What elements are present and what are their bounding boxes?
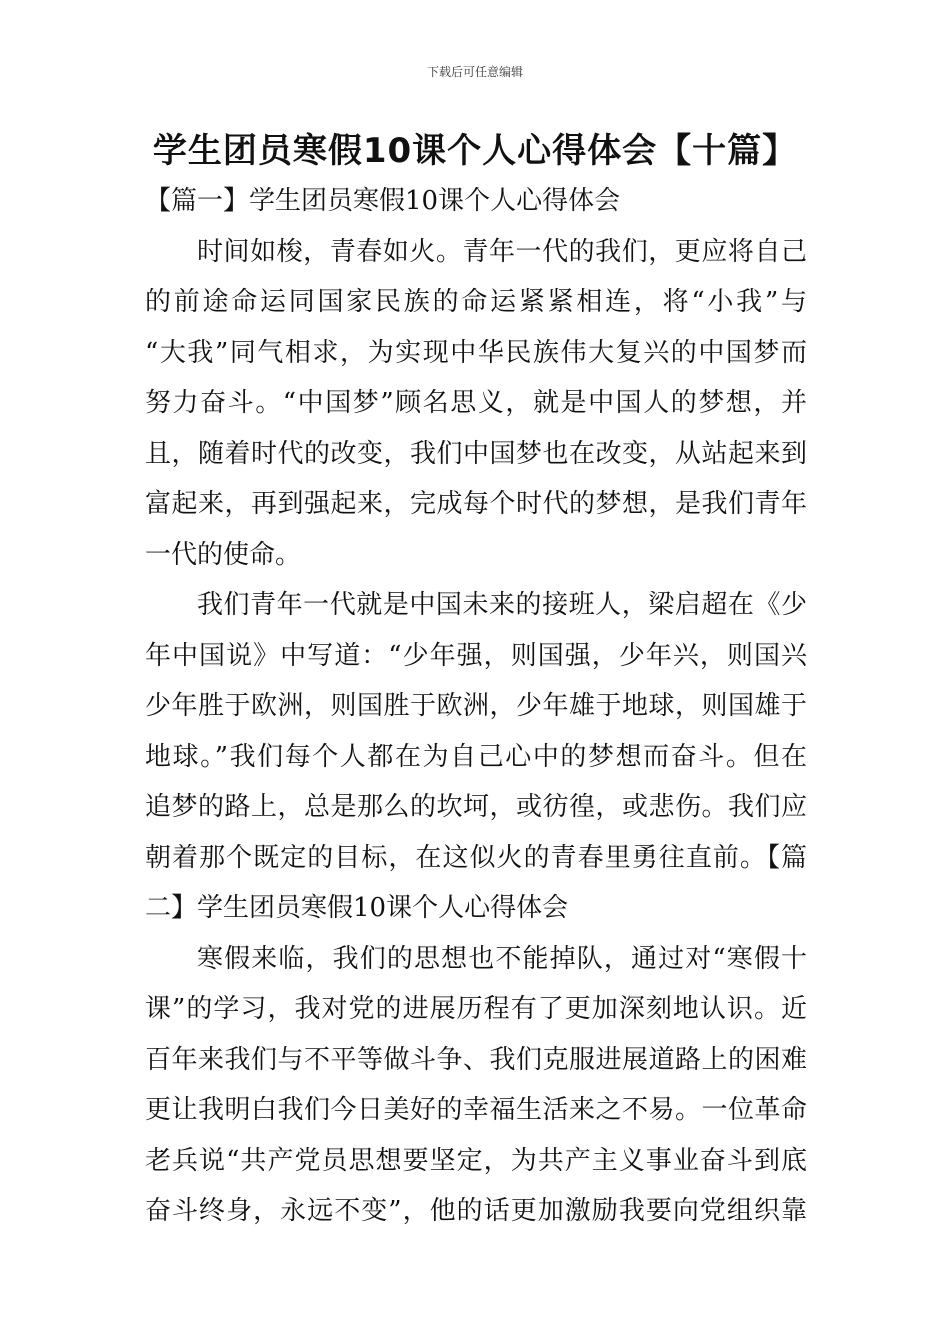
body-line: 时间如梭，青春如火。青年一代的我们，更应将自己	[197, 236, 807, 267]
body-line: 朝着那个既定的目标，在这似火的青春里勇往直前。【篇	[145, 842, 807, 873]
body-line: 我们青年一代就是中国未来的接班人，梁启超在《少	[197, 590, 807, 620]
body-line: 年中国说》中写道：“少年强，则国强，少年兴，则国兴	[145, 640, 807, 671]
section-heading-2: 二】学生团员寒假10课个人心得体会	[145, 893, 569, 923]
body-line: 富起来，再到强起来，完成每个时代的梦想，是我们青年	[145, 489, 807, 519]
body-line: 追梦的路上，总是那么的坎坷，或彷徨，或悲伤。我们应	[145, 792, 807, 822]
body-line: 地球。”我们每个人都在为自己心中的梦想而奋斗。但在	[145, 741, 807, 772]
body-line: 努力奋斗。“中国梦”顾名思义，就是中国人的梦想，并	[145, 388, 807, 418]
body-line: 少年胜于欧洲，则国胜于欧洲，少年雄于地球，则国雄于	[145, 691, 807, 721]
body-line: 课”的学习，我对党的进展历程有了更加深刻地认识。近	[145, 994, 807, 1024]
body-line: 的前途命运同国家民族的命运紧紧相连，将“小我”与	[145, 287, 807, 317]
body-line: 更让我明白我们今日美好的幸福生活来之不易。一位革命	[145, 1095, 807, 1125]
body-line: 且，随着时代的改变，我们中国梦也在改变，从站起来到	[145, 438, 807, 469]
body-line: 奋斗终身，永远不变”，他的话更加激励我要向党组织靠	[145, 1196, 807, 1226]
section-heading-1: 【篇一】学生团员寒假10课个人心得体会	[145, 186, 621, 216]
body-line: 老兵说“共产党员思想要坚定，为共产主义事业奋斗到底	[145, 1145, 807, 1176]
body-line: 寒假来临，我们的思想也不能掉队，通过对“寒假十	[197, 943, 807, 974]
document-body	[145, 176, 807, 1237]
body-line: 百年来我们与不平等做斗争、我们克服进展道路上的困难	[145, 1044, 807, 1075]
body-line: “大我”同气相求，为实现中华民族伟大复兴的中国梦而	[145, 337, 807, 368]
body-line: 一代的使命。	[145, 539, 302, 570]
document-title: 学生团员寒假10课个人心得体会【十篇】	[152, 131, 798, 171]
page-header-note: 下载后可任意编辑	[426, 65, 523, 79]
